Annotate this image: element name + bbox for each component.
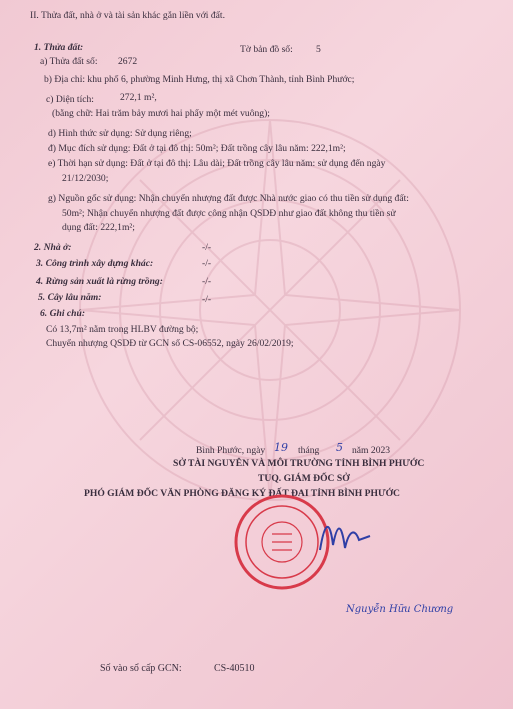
item-house-label: 2. Nhà ở: [34,242,72,253]
item-perennial-trees-value: -/- [202,294,212,305]
notes-line-2: Chuyển nhượng QSDĐ từ GCN số CS-06552, ngày 26/02/2019; [46,338,294,349]
area-label: c) Diện tích: [46,94,94,105]
parcel-number: 2672 [118,56,138,67]
origin-line-1: g) Nguồn gốc sử dụng: Nhận chuyển nhượng đất được Nhà nước giao có thu tiền sử dụng đất: [48,193,409,204]
address-line: b) Địa chỉ: khu phố 6, phường Minh Hưng, thị xã Chơn Thành, tỉnh Bình Phước; [44,74,355,85]
notes-line-1: Có 13,7m² nằm trong HLBV đường bộ; [46,324,199,335]
signing-month: 5 [336,441,343,454]
usage-term-line-1: e) Thời hạn sử dụng: Đất ở tại đô thị: Lâu dài; Đất trồng cây lâu năm: sử dụng đến ngày [48,158,386,169]
land-heading: 1. Thửa đất: [34,42,84,53]
on-behalf-title: TUQ. GIÁM ĐỐC SỞ [258,473,350,484]
background-emblem-watermark [70,110,470,510]
origin-line-3: dụng đất: 222,1m²; [62,222,135,233]
origin-line-2: 50m²; Nhận chuyển nhượng đất được công nhận QSDĐ như giao đất không thu tiền sử [62,208,396,219]
notes-heading: 6. Ghi chú: [40,308,86,319]
issuing-agency: SỞ TÀI NGUYÊN VÀ MÔI TRƯỜNG TỈNH BÌNH PHƯỚC [173,458,425,469]
item-plantation-forest-label: 4. Rừng sản xuất là rừng trồng: [36,276,163,287]
signing-place: Bình Phước, ngày [196,445,266,456]
item-plantation-forest-value: -/- [202,276,212,287]
section-title: II. Thửa đất, nhà ở và tài sản khác gắn liền với đất. [30,10,225,21]
registry-number-value: CS-40510 [214,663,255,674]
signing-day: 19 [274,441,288,454]
item-perennial-trees-label: 5. Cây lâu năm: [38,292,102,303]
map-sheet-label: Tờ bản đồ số: [240,44,293,55]
registry-number-label: Số vào sổ cấp GCN: [100,663,182,674]
map-sheet-number: 5 [316,44,321,55]
area-value: 272,1 m², [120,92,157,103]
item-other-construction-label: 3. Công trình xây dựng khác: [36,258,154,269]
item-other-construction-value: -/- [202,258,212,269]
parcel-number-label: a) Thửa đất số: [40,56,98,67]
usage-term-line-2: 21/12/2030; [62,173,109,184]
usage-form: d) Hình thức sử dụng: Sử dụng riêng; [48,128,192,139]
signing-month-label: tháng [298,445,320,456]
area-in-words: (bằng chữ: Hai trăm bảy mươi hai phẩy một mét vuông); [52,108,270,119]
signer-position: PHÓ GIÁM ĐỐC VĂN PHÒNG ĐĂNG KÝ ĐẤT ĐAI TỈNH BÌNH PHƯỚC [84,488,400,499]
usage-purpose: đ) Mục đích sử dụng: Đất ở tại đô thị: 50m²; Đất trồng cây lâu năm: 222,1m²; [48,143,346,154]
signing-year: năm 2023 [352,445,391,456]
item-house-value: -/- [202,242,212,253]
signer-name: Nguyễn Hữu Chương [346,604,454,615]
handwritten-signature [315,510,375,560]
